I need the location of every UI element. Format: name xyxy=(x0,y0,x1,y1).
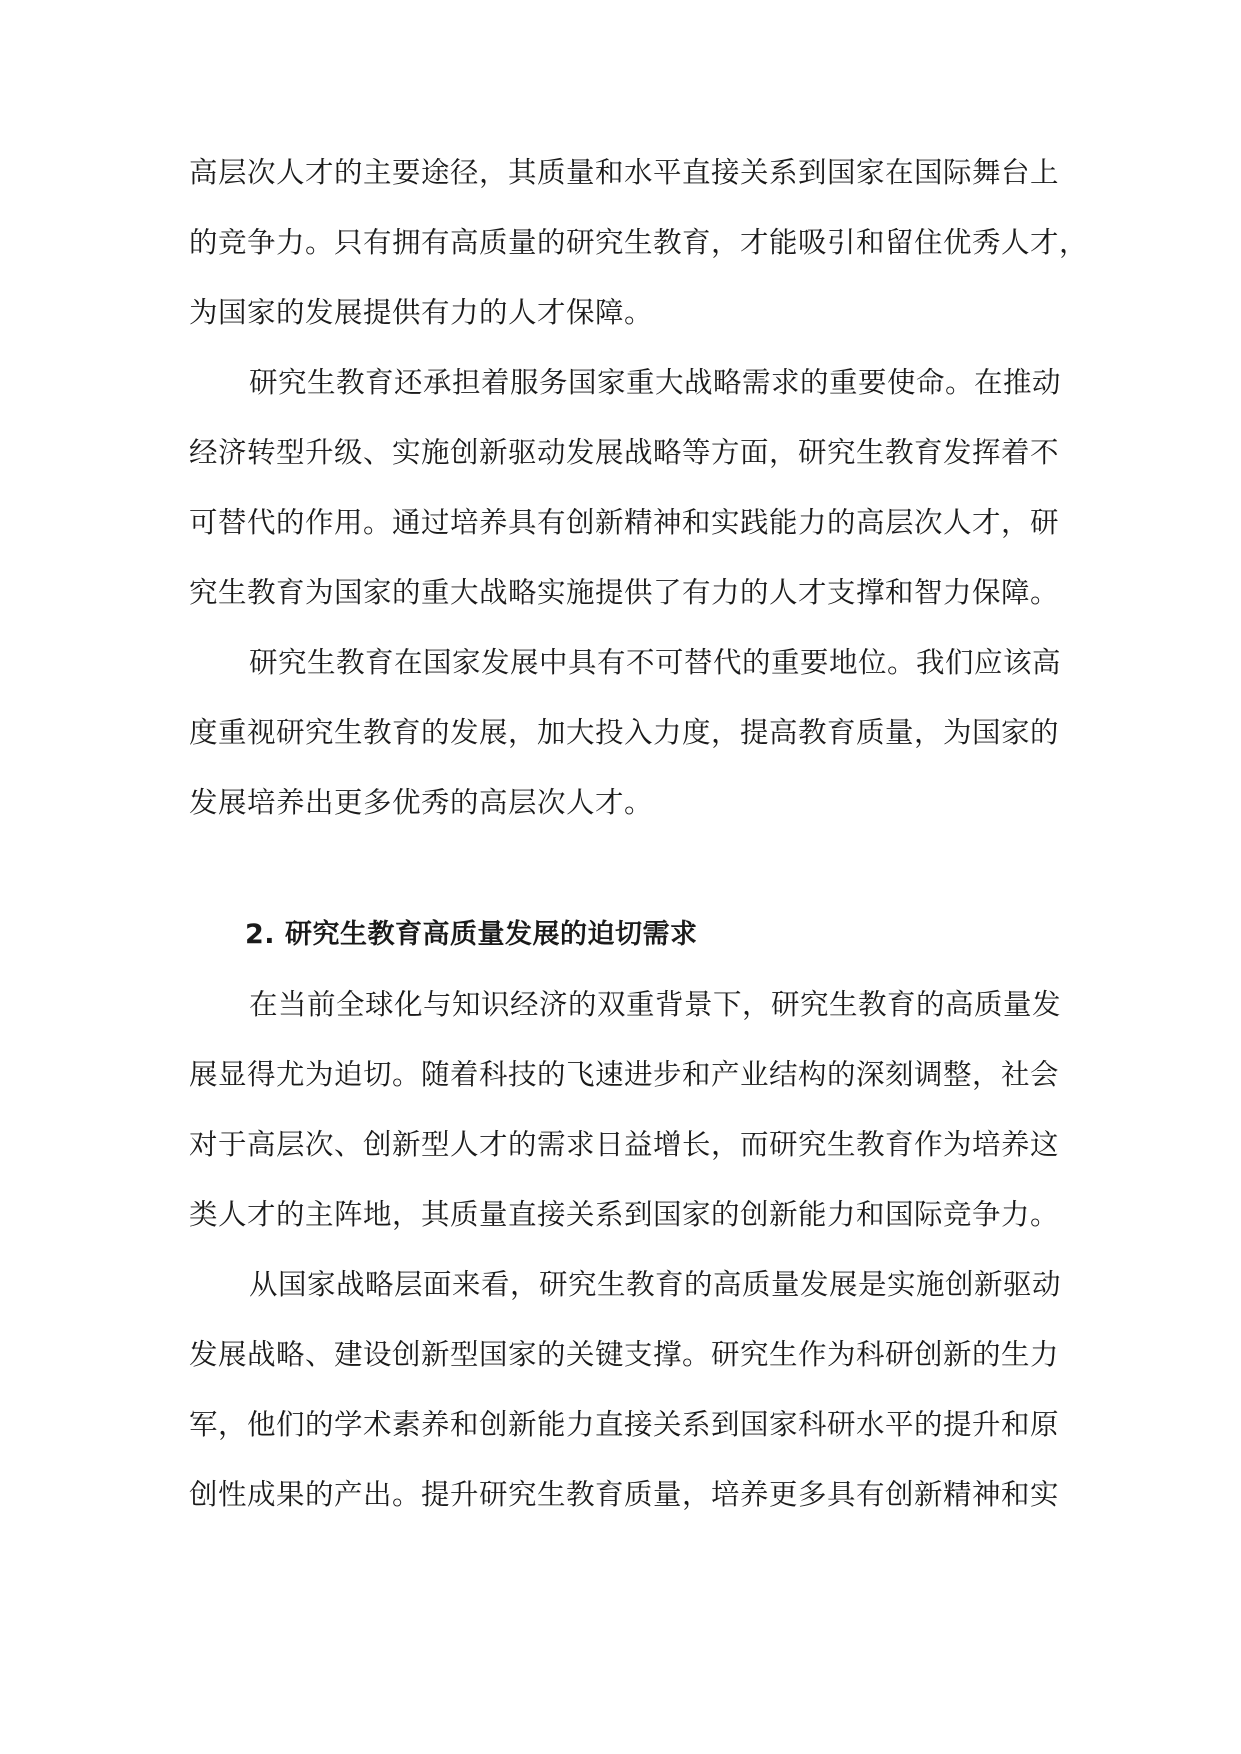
paragraph xyxy=(189,1250,1062,1530)
text-line: 在当前全球化与知识经济的双重背景下，研究生教育的高质量发 xyxy=(249,988,1062,1021)
text-line: 发展战略、建设创新型国家的关键支撑。研究生作为科研创新的生力 xyxy=(189,1338,1060,1371)
text-line: 高层次人才的主要途径，其质量和水平直接关系到国家在国际舞台上 xyxy=(189,156,1060,189)
text-line: 对于高层次、创新型人才的需求日益增长，而研究生教育作为培养这 xyxy=(189,1128,1060,1161)
text-line: 的竞争力。只有拥有高质量的研究生教育，才能吸引和留住优秀人才， xyxy=(189,226,1089,259)
text-line: 为国家的发展提供有力的人才保障。 xyxy=(189,296,654,329)
document-body xyxy=(189,138,1089,1530)
text-line: 度重视研究生教育的发展，加大投入力度，提高教育质量，为国家的 xyxy=(189,716,1060,749)
paragraph xyxy=(189,970,1062,1250)
text-line: 发展培养出更多优秀的高层次人才。 xyxy=(189,786,654,819)
text-line: 研究生教育还承担着服务国家重大战略需求的重要使命。在推动 xyxy=(249,366,1062,399)
section-heading: 2. 研究生教育高质量发展的迫切需求 xyxy=(245,919,698,950)
text-line: 军，他们的学术素养和创新能力直接关系到国家科研水平的提升和原 xyxy=(189,1408,1060,1441)
text-line: 研究生教育在国家发展中具有不可替代的重要地位。我们应该高 xyxy=(249,646,1062,679)
text-line: 究生教育为国家的重大战略实施提供了有力的人才支撑和智力保障。 xyxy=(189,576,1060,609)
paragraph xyxy=(189,348,1062,628)
text-line: 类人才的主阵地，其质量直接关系到国家的创新能力和国际竞争力。 xyxy=(189,1198,1060,1231)
text-line: 展显得尤为迫切。随着科技的飞速进步和产业结构的深刻调整，社会 xyxy=(189,1058,1060,1091)
text-line: 创性成果的产出。提升研究生教育质量，培养更多具有创新精神和实 xyxy=(189,1478,1060,1511)
paragraph-continued xyxy=(189,138,1089,348)
section-spacer xyxy=(189,838,1059,900)
text-line: 经济转型升级、实施创新驱动发展战略等方面，研究生教育发挥着不 xyxy=(189,436,1060,469)
text-line: 可替代的作用。通过培养具有创新精神和实践能力的高层次人才，研 xyxy=(189,506,1060,539)
text-line: 从国家战略层面来看，研究生教育的高质量发展是实施创新驱动 xyxy=(249,1268,1062,1301)
paragraph xyxy=(189,628,1062,838)
